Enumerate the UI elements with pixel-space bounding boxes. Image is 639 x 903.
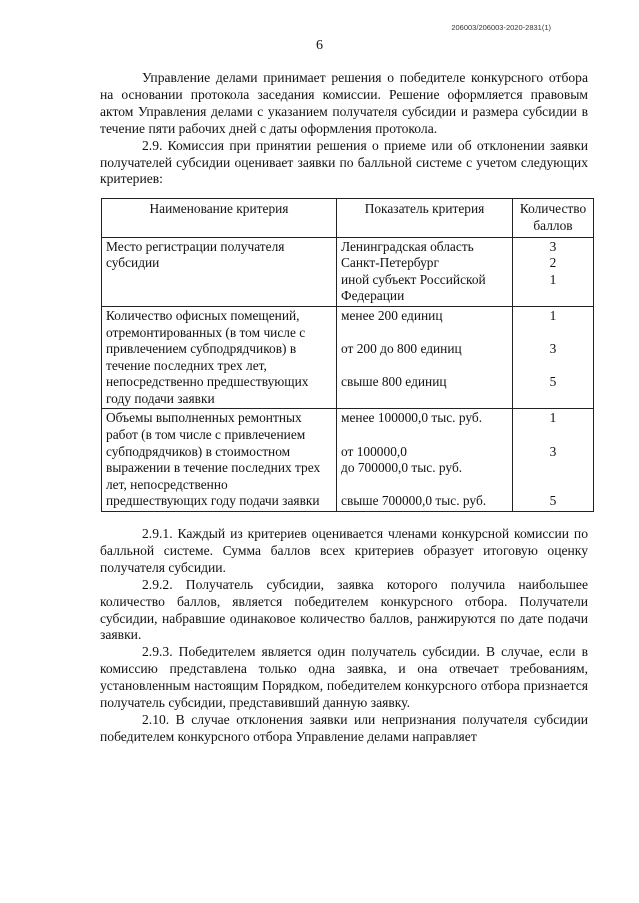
indicator: менее 200 единиц xyxy=(341,307,443,323)
criterion-points xyxy=(513,237,594,306)
indicator: менее 100000,0 тыс. руб. xyxy=(341,410,483,426)
criterion-indicators xyxy=(337,306,513,409)
indicator: Санкт-Петербург xyxy=(341,255,439,271)
header-criterion-indicator: Показатель критерия xyxy=(337,199,513,237)
criterion-name: Количество офисных помещений, отремонтированных (в том числе с привлечением субподрядчиков) в течение последних трех лет, непосредственно предшествующих году подачи заявки xyxy=(102,306,337,409)
criterion-points xyxy=(513,409,594,512)
points-value: 1 xyxy=(549,271,557,287)
paragraph-2-9-3: 2.9.3. Победителем является один получатель субсидии. В случае, если в комиссию представлена только одна заявка, и она отвечает требованиям, установленным настоящим Порядком, победителем конкурсного отбора признается получатель субсидии, представивший данную заявку. xyxy=(100,644,588,711)
points-value: 3 xyxy=(549,341,557,357)
points-value: 2 xyxy=(549,255,557,271)
points-value: 1 xyxy=(549,307,557,323)
indicator: Ленинградская область xyxy=(341,238,474,254)
table-row xyxy=(102,306,594,409)
criterion-points xyxy=(513,306,594,409)
document-body xyxy=(100,70,588,746)
criterion-name: Место регистрации получателя субсидии xyxy=(102,237,337,306)
criterion-name: Объемы выполненных ремонтных работ (в том числе с привлечением субподрядчиков) в стоимостном выражении в течение последних трех лет, непосредственно предшествующих году подачи заявки xyxy=(102,409,337,512)
points-value: 3 xyxy=(549,443,557,459)
criterion-indicators xyxy=(337,409,513,512)
points-value: 3 xyxy=(549,238,557,254)
points-value: 1 xyxy=(549,410,557,426)
document-id: 206003/206003-2020-2831(1) xyxy=(451,23,551,32)
header-criterion-name: Наименование критерия xyxy=(102,199,337,237)
indicator: от 100000,0 xyxy=(341,443,407,459)
indicator: свыше 800 единиц xyxy=(341,374,447,390)
indicator: иной субъект Российской Федерации xyxy=(341,271,486,304)
indicator: свыше 700000,0 тыс. руб. xyxy=(341,493,487,509)
paragraph-2-9-1: 2.9.1. Каждый из критериев оценивается членами конкурсной комиссии по балльной системе. Сумма баллов всех критериев образует итоговую оценку получателя субсидии. xyxy=(100,526,588,575)
page-number: 6 xyxy=(316,38,323,53)
paragraph-2-9: 2.9. Комиссия при принятии решения о приеме или об отклонении заявки получателей субсидии оценивает заявки по балльной системе с учетом следующих критериев: xyxy=(100,137,588,187)
table-row xyxy=(102,409,594,512)
paragraph-2-10: 2.10. В случае отклонения заявки или непризнания получателя субсидии победителем конкурсного отбора Управление делами направляет xyxy=(100,712,588,744)
header-points: Количество баллов xyxy=(513,199,594,237)
points-value: 5 xyxy=(549,493,557,509)
criteria-table xyxy=(101,198,594,512)
table-row xyxy=(102,237,594,306)
indicator: до 700000,0 тыс. руб. xyxy=(341,460,463,476)
criterion-indicators xyxy=(337,237,513,306)
points-value: 5 xyxy=(549,374,557,390)
indicator: от 200 до 800 единиц xyxy=(341,341,462,357)
table-header-row xyxy=(102,199,594,237)
paragraph-2-9-2: 2.9.2. Получатель субсидии, заявка которого получила наибольшее количество баллов, является победителем конкурсного отбора. Получатели субсидии, набравшие одинаковое количество баллов, ранжируются по дате подачи заявки. xyxy=(100,576,588,643)
intro-paragraph: Управление делами принимает решения о победителе конкурсного отбора на основании протокола заседания комиссии. Решение оформляется правовым актом Управления делами с указанием получателя субсидии и размера субсидии в течение пяти рабочих дней с даты оформления протокола. xyxy=(100,70,588,136)
